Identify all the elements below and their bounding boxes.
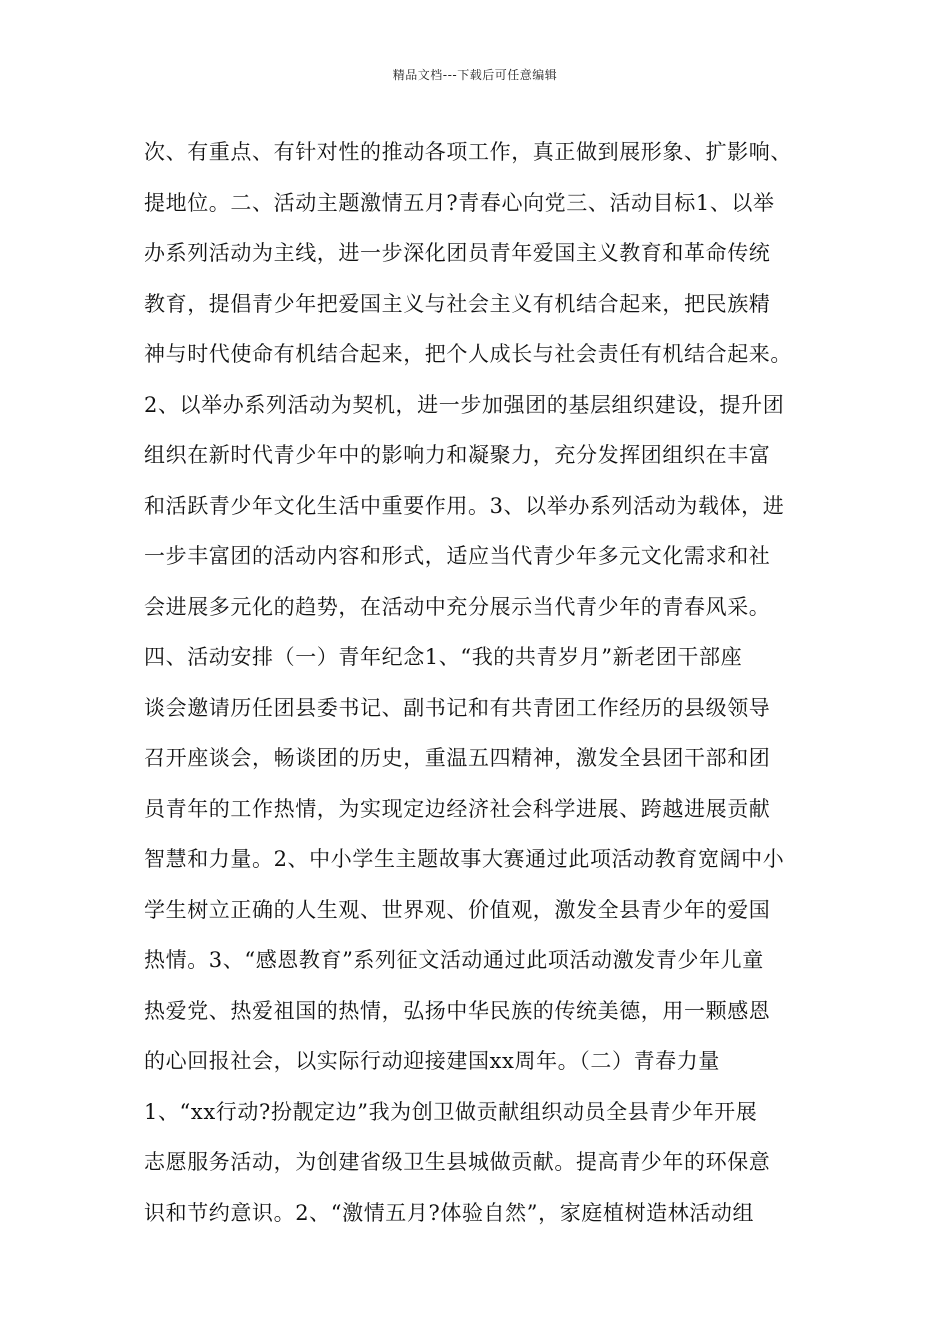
text-line: 神与时代使命有机结合起来，把个人成长与社会责任有机结合起来。 bbox=[144, 342, 792, 366]
text-line: 教育，提倡青少年把爱国主义与社会主义有机结合起来，把民族精 bbox=[144, 291, 771, 316]
text-line: 召开座谈会，畅谈团的历史，重温五四精神，激发全县团干部和团 bbox=[144, 746, 771, 770]
text-line: 一步丰富团的活动内容和形式，适应当代青少年多元文化需求和社 bbox=[144, 544, 771, 568]
text-line: 学生树立正确的人生观、世界观、价值观，激发全县青少年的爱国 bbox=[144, 897, 771, 922]
text-line: 办系列活动为主线，进一步深化团员青年爱国主义教育和革命传统 bbox=[144, 241, 771, 265]
text-line: 四、活动安排（一）青年纪念1、“我的共青岁月”新老团干部座 bbox=[144, 645, 743, 669]
text-line: 提地位。二、活动主题激情五月?青春心向党三、活动目标1、以举 bbox=[144, 190, 775, 215]
text-line: 次、有重点、有针对性的推动各项工作，真正做到展形象、扩影响、 bbox=[144, 140, 792, 164]
text-line: 热爱党、热爱祖国的热情，弘扬中华民族的传统美德，用一颗感恩 bbox=[144, 998, 771, 1023]
text-line: 识和节约意识。2、“激情五月?体验自然”，家庭植树造林活动组 bbox=[144, 1200, 755, 1225]
text-line: 和活跃青少年文化生活中重要作用。3、以举办系列活动为载体，进 bbox=[144, 493, 785, 518]
text-line: 2、以举办系列活动为契机，进一步加强团的基层组织建设，提升团 bbox=[144, 392, 785, 417]
text-line: 热情。3、“感恩教育”系列征文活动通过此项活动激发青少年儿童 bbox=[144, 948, 764, 972]
body-text bbox=[144, 127, 844, 1238]
text-line: 组织在新时代青少年中的影响力和凝聚力，充分发挥团组织在丰富 bbox=[144, 443, 771, 467]
text-line: 会进展多元化的趋势，在活动中充分展示当代青少年的青春风采。 bbox=[144, 594, 771, 619]
text-line: 志愿服务活动，为创建省级卫生县城做贡献。提高青少年的环保意 bbox=[144, 1150, 771, 1174]
page-header: 精品文档---下载后可任意编辑 bbox=[392, 68, 558, 82]
text-line: 员青年的工作热情，为实现定边经济社会科学进展、跨越进展贡献 bbox=[144, 796, 771, 821]
text-line: 智慧和力量。2、中小学生主题故事大赛通过此项活动教育宽阔中小 bbox=[144, 847, 785, 871]
text-line: 1、“xx行动?扮靓定边”我为创卫做贡献组织动员全县青少年开展 bbox=[144, 1099, 758, 1124]
text-line: 谈会邀请历任团县委书记、副书记和有共青团工作经历的县级领导 bbox=[144, 695, 771, 720]
text-line: 的心回报社会，以实际行动迎接建国xx周年。（二）青春力量 bbox=[144, 1049, 720, 1073]
